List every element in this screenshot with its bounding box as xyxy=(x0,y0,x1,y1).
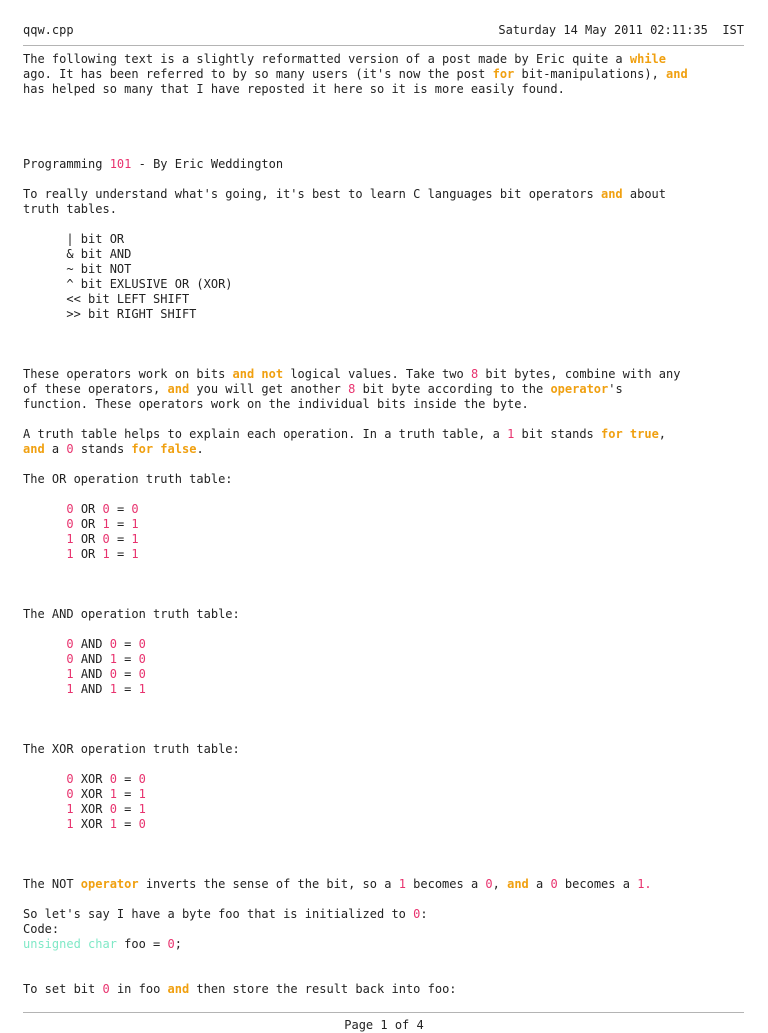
keyword-token: for true xyxy=(601,427,659,441)
text-line xyxy=(23,412,753,427)
text-run: becomes a xyxy=(405,877,486,891)
text-run: bit bytes, combine with any xyxy=(478,367,681,381)
text-run xyxy=(23,517,66,531)
text-run: To set bit xyxy=(23,982,103,996)
text-run: >> bit RIGHT SHIFT xyxy=(23,307,197,321)
text-line xyxy=(23,607,753,622)
text-run: a xyxy=(44,442,67,456)
text-line xyxy=(23,337,753,352)
keyword-token: and xyxy=(507,877,529,891)
text-run: & bit AND xyxy=(23,247,132,261)
text-line xyxy=(23,457,753,472)
text-run: . xyxy=(196,442,204,456)
text-line xyxy=(23,952,753,967)
text-run xyxy=(23,637,66,651)
keyword-token: and xyxy=(23,442,45,456)
text-run: = xyxy=(109,502,132,516)
number-token: 1 xyxy=(138,802,146,816)
number-token: 101 xyxy=(109,157,132,171)
text-line xyxy=(23,982,753,997)
text-line xyxy=(23,802,753,817)
text-run: AND xyxy=(73,637,110,651)
text-run: AND xyxy=(73,652,110,666)
text-run: , xyxy=(492,877,508,891)
number-token: 1 xyxy=(66,667,74,681)
keyword-token: for xyxy=(492,67,515,81)
text-run: = xyxy=(109,532,132,546)
text-run: OR xyxy=(73,532,103,546)
number-token: 1 xyxy=(507,427,515,441)
text-line xyxy=(23,397,753,412)
text-run: XOR xyxy=(73,787,110,801)
text-run: - By Eric Weddington xyxy=(131,157,284,171)
text-run: about xyxy=(622,187,667,201)
number-token: 1 xyxy=(138,787,146,801)
keyword-token: and xyxy=(167,382,190,396)
footer-divider xyxy=(23,1012,744,1013)
text-run: then store the result back into foo: xyxy=(189,982,457,996)
text-run: function. These operators work on the individual bits inside the byte. xyxy=(23,397,529,411)
text-run xyxy=(23,772,66,786)
number-token: 1 xyxy=(109,787,117,801)
number-token: 1 xyxy=(138,682,146,696)
text-run: = xyxy=(116,817,139,831)
number-token: 0 xyxy=(167,937,175,951)
text-line xyxy=(23,907,753,922)
text-run: 's xyxy=(608,382,623,396)
number-token: 0 xyxy=(109,802,117,816)
text-run: These operators work on bits xyxy=(23,367,233,381)
text-line xyxy=(23,967,753,982)
text-run: OR xyxy=(73,547,103,561)
text-line xyxy=(23,937,753,952)
text-line xyxy=(23,817,753,832)
text-run xyxy=(23,652,66,666)
number-token: 0 xyxy=(66,442,74,456)
text-run: = xyxy=(116,667,139,681)
text-line xyxy=(23,787,753,802)
text-line xyxy=(23,52,753,67)
text-line xyxy=(23,82,753,97)
text-run xyxy=(23,787,66,801)
text-run xyxy=(23,547,66,561)
text-line xyxy=(23,772,753,787)
text-run: = xyxy=(116,652,139,666)
number-token: 0 xyxy=(485,877,493,891)
text-run: of these operators, xyxy=(23,382,168,396)
text-line xyxy=(23,172,753,187)
text-line xyxy=(23,277,753,292)
text-line xyxy=(23,892,753,907)
number-token: 1 xyxy=(66,532,74,546)
text-line xyxy=(23,367,753,382)
number-token: 8 xyxy=(348,382,356,396)
text-run: AND xyxy=(73,682,110,696)
page-number: Page 1 of 4 xyxy=(344,1018,424,1032)
number-token: 0 xyxy=(109,637,117,651)
text-run: XOR xyxy=(73,802,110,816)
text-run: The AND operation truth table: xyxy=(23,607,240,621)
text-line xyxy=(23,202,753,217)
text-line xyxy=(23,832,753,847)
text-run: = xyxy=(116,802,139,816)
number-token: 1 xyxy=(66,547,74,561)
number-token: 1 xyxy=(66,802,74,816)
number-token: 1. xyxy=(637,877,652,891)
file-name: qqw.cpp xyxy=(23,23,74,37)
number-token: 1 xyxy=(398,877,406,891)
text-run: bit stands xyxy=(514,427,601,441)
number-token: 1 xyxy=(66,682,74,696)
text-run xyxy=(23,502,66,516)
keyword-token: operator xyxy=(80,877,139,891)
number-token: 0 xyxy=(102,532,110,546)
text-run: has helped so many that I have reposted it here so it is more easily found. xyxy=(23,82,565,96)
text-run: ^ bit EXLUSIVE OR (XOR) xyxy=(23,277,233,291)
text-line xyxy=(23,487,753,502)
number-token: 0 xyxy=(66,637,74,651)
text-line xyxy=(23,697,753,712)
number-token: 1 xyxy=(109,817,117,831)
text-line xyxy=(23,187,753,202)
text-run: A truth table helps to explain each operation. In a truth table, a xyxy=(23,427,508,441)
text-run: Code: xyxy=(23,922,60,936)
text-line xyxy=(23,667,753,682)
text-run: = xyxy=(109,547,132,561)
text-line xyxy=(23,292,753,307)
number-token: 0 xyxy=(66,772,74,786)
text-run: So let's say I have a byte foo that is initialized to xyxy=(23,907,414,921)
text-run: stands xyxy=(73,442,132,456)
number-token: 0 xyxy=(102,502,110,516)
text-line xyxy=(23,652,753,667)
number-token: 0 xyxy=(66,517,74,531)
keyword-token: operator xyxy=(550,382,609,396)
number-token: 0 xyxy=(102,982,110,996)
number-token: 8 xyxy=(470,367,479,381)
keyword-token: and not xyxy=(232,367,284,381)
text-line xyxy=(23,517,753,532)
number-token: 1 xyxy=(102,547,110,561)
text-line xyxy=(23,847,753,862)
number-token: 0 xyxy=(138,667,146,681)
text-line xyxy=(23,862,753,877)
text-run: in foo xyxy=(109,982,168,996)
text-line xyxy=(23,382,753,397)
text-run: OR xyxy=(73,517,103,531)
text-line xyxy=(23,127,753,142)
text-run: = xyxy=(109,517,132,531)
text-run: AND xyxy=(73,667,110,681)
document-body xyxy=(23,52,753,997)
text-line xyxy=(23,112,753,127)
text-line xyxy=(23,217,753,232)
text-run: = xyxy=(116,787,139,801)
text-run: ~ bit NOT xyxy=(23,262,132,276)
text-run: bit-manipulations), xyxy=(514,67,667,81)
text-run: foo = xyxy=(116,937,168,951)
text-line xyxy=(23,352,753,367)
page-header xyxy=(23,22,744,38)
number-token: 0 xyxy=(131,502,139,516)
text-line xyxy=(23,142,753,157)
text-run: ; xyxy=(174,937,182,951)
text-run xyxy=(23,817,66,831)
text-run: truth tables. xyxy=(23,202,117,216)
text-run: bit byte according to the xyxy=(355,382,551,396)
header-divider xyxy=(23,45,744,46)
text-line xyxy=(23,442,753,457)
number-token: 0 xyxy=(66,502,74,516)
number-token: 1 xyxy=(109,682,117,696)
text-line xyxy=(23,427,753,442)
text-run: To really understand what's going, it's best to learn C languages bit operators xyxy=(23,187,601,201)
number-token: 0 xyxy=(109,667,117,681)
text-line xyxy=(23,472,753,487)
text-run: The OR operation truth table: xyxy=(23,472,233,486)
number-token: 0 xyxy=(138,772,146,786)
text-run: : xyxy=(420,907,428,921)
number-token: 1 xyxy=(131,532,139,546)
keyword-token: and xyxy=(600,187,623,201)
text-line xyxy=(23,157,753,172)
number-token: 1 xyxy=(109,652,117,666)
text-line xyxy=(23,622,753,637)
keyword-token: while xyxy=(629,52,666,66)
number-token: 1 xyxy=(131,547,139,561)
text-run: OR xyxy=(73,502,103,516)
text-run: XOR xyxy=(73,817,110,831)
text-run: = xyxy=(116,682,139,696)
text-run: becomes a xyxy=(557,877,638,891)
text-line xyxy=(23,682,753,697)
text-line xyxy=(23,262,753,277)
number-token: 0 xyxy=(138,817,146,831)
text-run: = xyxy=(116,637,139,651)
text-run: XOR xyxy=(73,772,110,786)
text-run: The NOT xyxy=(23,877,81,891)
text-run: << bit LEFT SHIFT xyxy=(23,292,190,306)
number-token: 1 xyxy=(131,517,139,531)
number-token: 0 xyxy=(550,877,558,891)
text-run: logical values. Take two xyxy=(283,367,471,381)
type-token: unsigned char xyxy=(23,937,117,951)
number-token: 1 xyxy=(66,817,74,831)
text-line xyxy=(23,307,753,322)
text-line xyxy=(23,712,753,727)
text-run xyxy=(23,532,66,546)
text-run: a xyxy=(528,877,551,891)
text-run: inverts the sense of the bit, so a xyxy=(138,877,399,891)
keyword-token: for false xyxy=(131,442,197,456)
text-run: | bit OR xyxy=(23,232,125,246)
text-run: you will get another xyxy=(189,382,349,396)
number-token: 1 xyxy=(102,517,110,531)
text-line xyxy=(23,742,753,757)
text-line xyxy=(23,922,753,937)
text-line xyxy=(23,532,753,547)
print-timestamp: Saturday 14 May 2011 02:11:35 IST xyxy=(498,23,744,37)
text-line xyxy=(23,232,753,247)
text-line xyxy=(23,97,753,112)
number-token: 0 xyxy=(66,652,74,666)
text-run: = xyxy=(116,772,139,786)
number-token: 0 xyxy=(413,907,421,921)
text-line xyxy=(23,637,753,652)
text-line xyxy=(23,322,753,337)
keyword-token: and xyxy=(666,67,688,81)
text-run xyxy=(23,667,66,681)
text-line xyxy=(23,727,753,742)
text-line xyxy=(23,877,753,892)
number-token: 0 xyxy=(109,772,117,786)
text-line xyxy=(23,502,753,517)
text-run: ago. It has been referred to by so many users (it's now the post xyxy=(23,67,493,81)
text-run: Programming xyxy=(23,157,110,171)
text-line xyxy=(23,577,753,592)
text-line xyxy=(23,562,753,577)
number-token: 0 xyxy=(66,787,74,801)
number-token: 0 xyxy=(138,652,146,666)
text-run: , xyxy=(658,427,667,441)
number-token: 0 xyxy=(138,637,146,651)
text-line xyxy=(23,67,753,82)
text-line xyxy=(23,592,753,607)
text-run: The following text is a slightly reformatted version of a post made by Eric quite a xyxy=(23,52,630,66)
text-run xyxy=(23,682,66,696)
text-run xyxy=(23,802,66,816)
text-line xyxy=(23,547,753,562)
text-line xyxy=(23,247,753,262)
keyword-token: and xyxy=(167,982,190,996)
text-run: The XOR operation truth table: xyxy=(23,742,240,756)
text-line xyxy=(23,757,753,772)
